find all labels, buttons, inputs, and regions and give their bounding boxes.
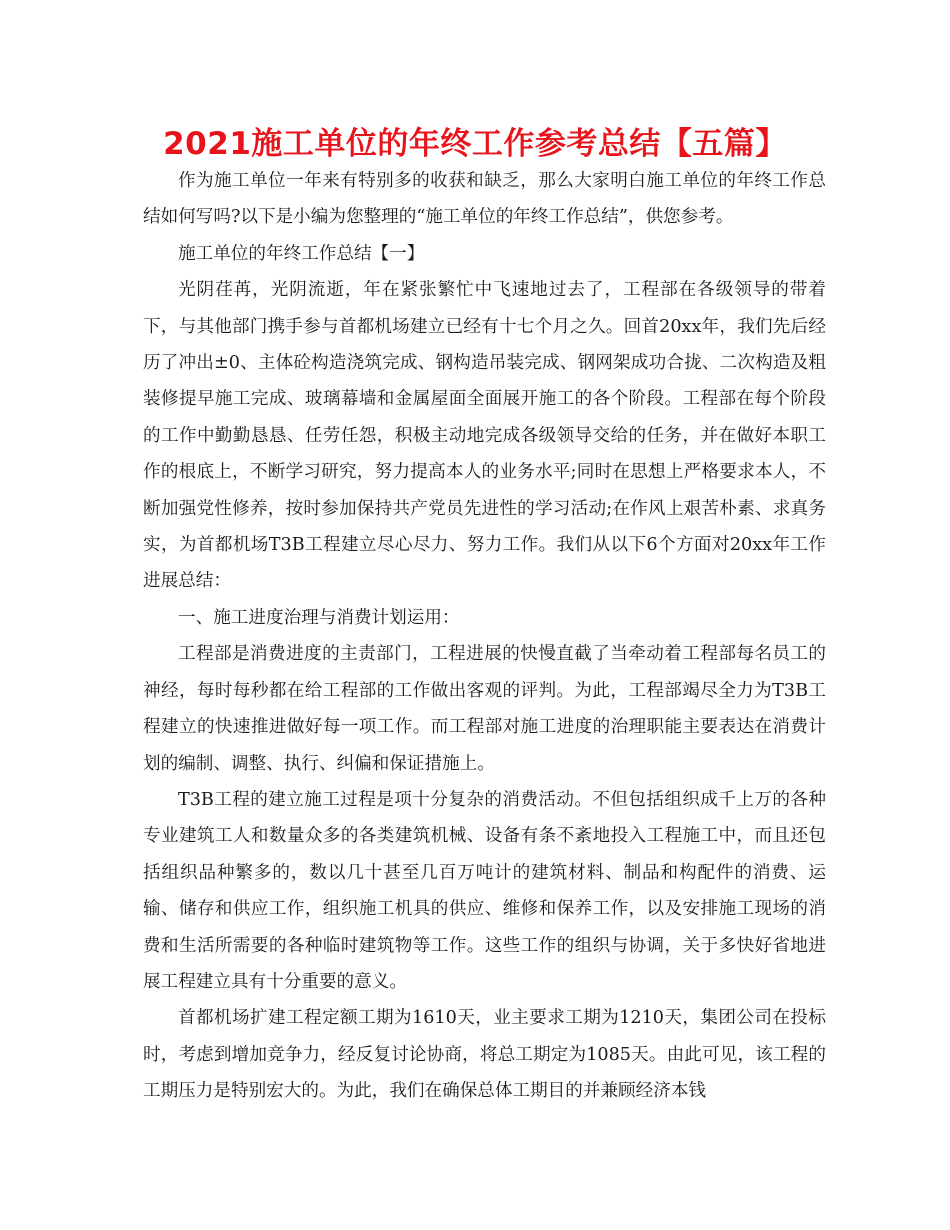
body-paragraph: 光阴荏苒，光阴流逝，年在紧张繁忙中飞速地过去了，工程部在各级领导的带着下，与其他部门携手参与首都机场建立已经有十七个月之久。回首20xx年，我们先后经历了冲出±0、主体砼构造浇筑完成、钢构造吊装完成、钢网架成功合拢、二次构造及粗装修提早施工完成、玻璃幕墙和金属屋面全面展开施工的各个阶段。工程部在每个阶段的工作中勤勤恳恳、任劳任怨，积极主动地完成各级领导交给的任务，并在做好本职工作的根底上，不断学习研究，努力提高本人的业务水平;同时在思想上严格要求本人，不断加强党性修养，按时参加保持共产党员先进性的学习活动;在作风上艰苦朴素、求真务实，为首都机场T3B工程建立尽心尽力、努力工作。我们从以下6个方面对20xx年工作进展总结： (143, 280, 826, 592)
intro-paragraph: 作为施工单位一年来有特别多的收获和缺乏，那么大家明白施工单位的年终工作总结如何写吗?以下是小编为您整理的“施工单位的年终工作总结”，供您参考。 (143, 171, 826, 228)
subsection-heading: 一、施工进度治理与消费计划运用： (178, 607, 460, 628)
section-heading: 施工单位的年终工作总结【一】 (178, 243, 425, 264)
body-paragraph: 首都机场扩建工程定额工期为1610天，业主要求工期为1210天，集团公司在投标时，考虑到增加竞争力，经反复讨论协商，将总工期定为1085天。由此可见，该工程的工期压力是特别宏大的。为此，我们在确保总体工期目的并兼顾经济本钱 (143, 1008, 826, 1102)
document-title: 2021施工单位的年终工作参考总结【五篇】 (163, 126, 787, 162)
document-body (143, 163, 826, 1110)
body-paragraph: T3B工程的建立施工过程是项十分复杂的消费活动。不但包括组织成千上万的各种专业建筑工人和数量众多的各类建筑机械、设备有条不紊地投入工程施工中，而且还包括组织品种繁多的，数以几十甚至几百万吨计的建筑材料、制品和构配件的消费、运输、储存和供应工作，组织施工机具的供应、维修和保养工作，以及安排施工现场的消费和生活所需要的各种临时建筑物等工作。这些工作的组织与协调，关于多快好省地进展工程建立具有十分重要的意义。 (143, 789, 826, 992)
body-paragraph: 工程部是消费进度的主责部门，工程进展的快慢直截了当牵动着工程部每名员工的神经，每时每秒都在给工程部的工作做出客观的评判。为此，工程部竭尽全力为T3B工程建立的快速推进做好每一项工作。而工程部对施工进度的治理职能主要表达在消费计划的编制、调整、执行、纠偏和保证措施上。 (143, 644, 826, 774)
